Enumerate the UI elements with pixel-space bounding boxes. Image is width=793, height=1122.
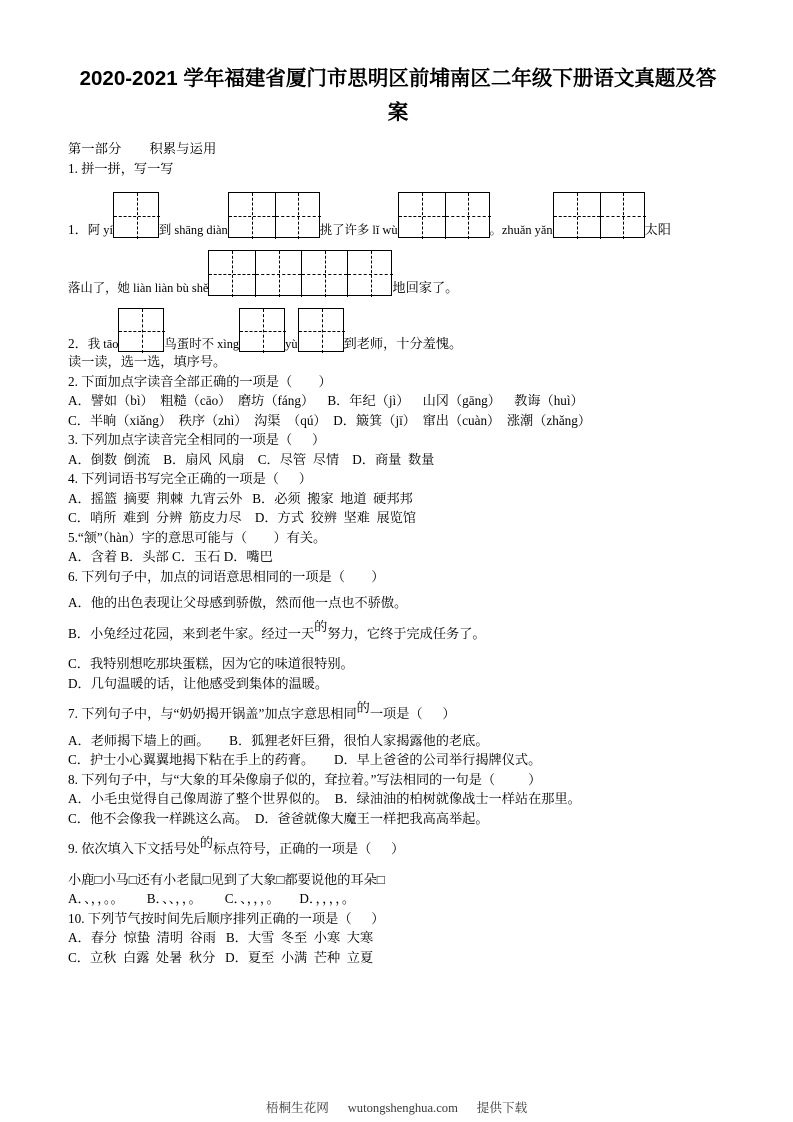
tianzige-cell[interactable] xyxy=(229,193,275,239)
pinyin-fragment-2: 到 shāng diàn xyxy=(158,223,228,237)
tianzige-cell[interactable] xyxy=(600,193,646,239)
footer-site-name: 梧桐生花网 xyxy=(265,1101,329,1115)
option-b-text-post: 努力，它终于完成任务了。 xyxy=(327,625,486,641)
question-8-options-ab[interactable]: A．小毛虫觉得自己像周游了整个世界似的。 B．绿油油的柏树就像战士一样站在那里。 xyxy=(68,791,581,806)
pinyin-fragment-9: 鸟蛋时不 xìng xyxy=(164,337,240,351)
spacer xyxy=(68,132,728,139)
text-fragment-5: 太阳 xyxy=(644,222,671,237)
tianzige-group-1[interactable] xyxy=(113,192,159,238)
writing-row-1 xyxy=(68,178,728,238)
tianzige-cell[interactable] xyxy=(554,193,600,239)
tianzige-group-5[interactable] xyxy=(208,250,392,296)
tianzige-group-2[interactable] xyxy=(228,192,320,238)
question-8-stem: 8. 下列句子中，与“大象的耳朵像扇子似的，耷拉着。”写法相同的一句是（ ） xyxy=(68,771,542,787)
question-5-stem: 5.“颔”（hàn）字的意思可能与（ ）有关。 xyxy=(68,529,327,545)
writing-row-3 xyxy=(68,296,728,352)
question-3-options[interactable]: A．倒数 倒流 B．扇风 风扇 C．尽管 尽情 D．商量 数量 xyxy=(68,451,435,467)
question-9-stem-post: 标点符号，正确的一项是（ ） xyxy=(213,841,405,856)
text-fragment-11: 到老师，十分羞愧。 xyxy=(343,336,463,351)
part-heading: 第一部分 积累与运用 xyxy=(68,141,217,156)
question-10-stem: 10. 下列节气按时间先后顺序排列正确的一项是（ ） xyxy=(68,910,385,926)
option-b-text-pre: B．小兔经过花园，来到老牛家。经过一天 xyxy=(68,625,315,641)
pinyin-fragment-6: 落山了，她 liàn liàn bù shě xyxy=(68,281,209,295)
question-7-options-cd[interactable]: C．护士小心翼翼地揭下粘在手上的药膏。 D．早上爸爸的公司举行揭牌仪式。 xyxy=(68,752,542,767)
question-6-option-c[interactable]: C．我特别想吃那块蛋糕，因为它的味道很特别。 xyxy=(68,656,354,671)
question-9-passage: 小鹿□小马□还有小老鼠□见到了大象□都要说他的耳朵□ xyxy=(68,871,385,887)
question-10-options-ab[interactable]: A．春分 惊蛰 清明 谷雨 B．大雪 冬至 小寒 大寒 xyxy=(68,930,374,945)
question-2-options-ab[interactable]: A．譬如（bì） 粗糙（cāo） 磨坊（fáng） B．年纪（jì） 山冈（gāng） 教诲（huì） xyxy=(68,393,584,408)
tianzige-cell[interactable] xyxy=(255,251,301,297)
tianzige-cell[interactable] xyxy=(209,251,255,297)
footer-action: 提供下载 xyxy=(476,1101,528,1115)
spacer xyxy=(68,693,728,704)
footer-url[interactable]: wutongshenghua.com xyxy=(347,1101,458,1115)
tianzige-cell[interactable] xyxy=(301,251,347,297)
question-5-options[interactable]: A．含着 B．头部 C．玉石 D．嘴巴 xyxy=(68,549,273,564)
question-7-stem-pre: 7. 下列句子中，与“奶奶揭开锅盖”加点字意思相同 xyxy=(68,706,357,721)
writing-row-1-baseline xyxy=(68,192,728,238)
pinyin-fragment-4: 。zhuǎn yǎn xyxy=(489,223,553,237)
pinyin-fragment-8: 我 tāo xyxy=(87,337,119,351)
superscript-de-glyph: 的 xyxy=(356,699,370,715)
item-number: 2． xyxy=(68,336,88,351)
question-1-stem: 1. 拼一拼，写一写 xyxy=(68,160,174,176)
writing-row-3-baseline xyxy=(68,308,728,352)
question-4-stem: 4. 下列词语书写完全正确的一项是（ ） xyxy=(68,471,312,486)
pinyin-fragment-1: 阿 yí xyxy=(87,223,113,237)
question-3-stem: 3. 下列加点字读音完全相同的一项是（ ） xyxy=(68,432,326,447)
tianzige-cell[interactable] xyxy=(347,251,393,297)
question-7-stem-post: 一项是（ ） xyxy=(369,706,456,721)
question-4-options-cd[interactable]: C．哨所 难到 分辨 筋皮力尽 D．方式 狡辨 坚难 展览馆 xyxy=(68,510,417,525)
superscript-de-glyph: 的 xyxy=(199,834,214,850)
tianzige-group-6[interactable] xyxy=(118,308,164,352)
question-9-stem xyxy=(68,834,728,859)
question-10-options-cd[interactable]: C．立秋 白露 处暑 秋分 D．夏至 小满 芒种 立夏 xyxy=(68,949,374,965)
pinyin-fragment-3: 挑了许多 lǐ wù xyxy=(319,223,398,237)
question-7-options-ab[interactable]: A．老师揭下墙上的画。 B．狐狸老奸巨猾，很怕人家揭露他的老底。 xyxy=(68,732,489,748)
writing-row-2-baseline xyxy=(68,250,728,296)
superscript-de-glyph: 的 xyxy=(314,619,328,635)
question-7-stem xyxy=(68,699,728,724)
text-fragment-7: 地回家了。 xyxy=(392,280,459,295)
tianzige-cell[interactable] xyxy=(119,309,165,353)
spacer xyxy=(68,859,728,870)
tianzige-cell[interactable] xyxy=(399,193,445,239)
question-9-options[interactable]: A．、，，。。 B．、、，，。 C．、，，，。 D．，，，，。 xyxy=(68,891,356,906)
tianzige-group-4[interactable] xyxy=(553,192,645,238)
tianzige-group-3[interactable] xyxy=(398,192,490,238)
question-8-options-cd[interactable]: C．他不会像我一样跳这么高。 D．爸爸就像大魔王一样把我高高举起。 xyxy=(68,810,489,826)
question-9-stem-pre: 9. 依次填入下文括号处 xyxy=(68,841,200,856)
pinyin-fragment-10: yù xyxy=(285,337,298,351)
tianzige-group-8[interactable] xyxy=(298,308,344,352)
page-footer xyxy=(0,1097,793,1116)
page-title: 2020-2021 学年福建省厦门市思明区前埔南区二年级下册语文真题及答案 xyxy=(79,67,717,124)
instruction-line: 读一读，选一选，填序号。 xyxy=(68,354,227,369)
tianzige-cell[interactable] xyxy=(275,193,321,239)
spacer xyxy=(68,613,728,624)
tianzige-cell[interactable] xyxy=(299,309,345,353)
question-6-option-d[interactable]: D．几句温暖的话，让他感受到集体的温暖。 xyxy=(68,675,329,691)
tianzige-group-7[interactable] xyxy=(239,308,285,352)
item-number: 1． xyxy=(68,222,88,237)
spacer xyxy=(68,724,728,731)
tianzige-cell[interactable] xyxy=(240,309,286,353)
question-2-options-cd[interactable]: C．半晌（xiǎng） 秩序（zhì） 沟渠 （qú） D．簸箕（jī） 窜出（cuàn） 涨潮（zhǎng） xyxy=(68,412,592,428)
tianzige-cell[interactable] xyxy=(445,193,491,239)
question-4-options-ab[interactable]: A．摇篮 摘要 荆棘 九宵云外 B．必须 搬家 地道 硬邦邦 xyxy=(68,490,413,506)
question-6-option-b[interactable] xyxy=(68,619,728,644)
spacer xyxy=(68,586,728,593)
spacer xyxy=(68,828,728,839)
writing-row-2 xyxy=(68,238,728,296)
question-6-option-a[interactable]: A．他的出色表现让父母感到骄傲，然而他一点也不骄傲。 xyxy=(68,595,408,610)
tianzige-cell[interactable] xyxy=(114,193,160,239)
spacer xyxy=(68,643,728,654)
question-6-stem: 6. 下列句子中，加点的词语意思相同的一项是（ ） xyxy=(68,568,385,584)
question-2-stem: 2. 下面加点字读音全部正确的一项是（ ） xyxy=(68,373,332,389)
document-content xyxy=(68,62,728,967)
